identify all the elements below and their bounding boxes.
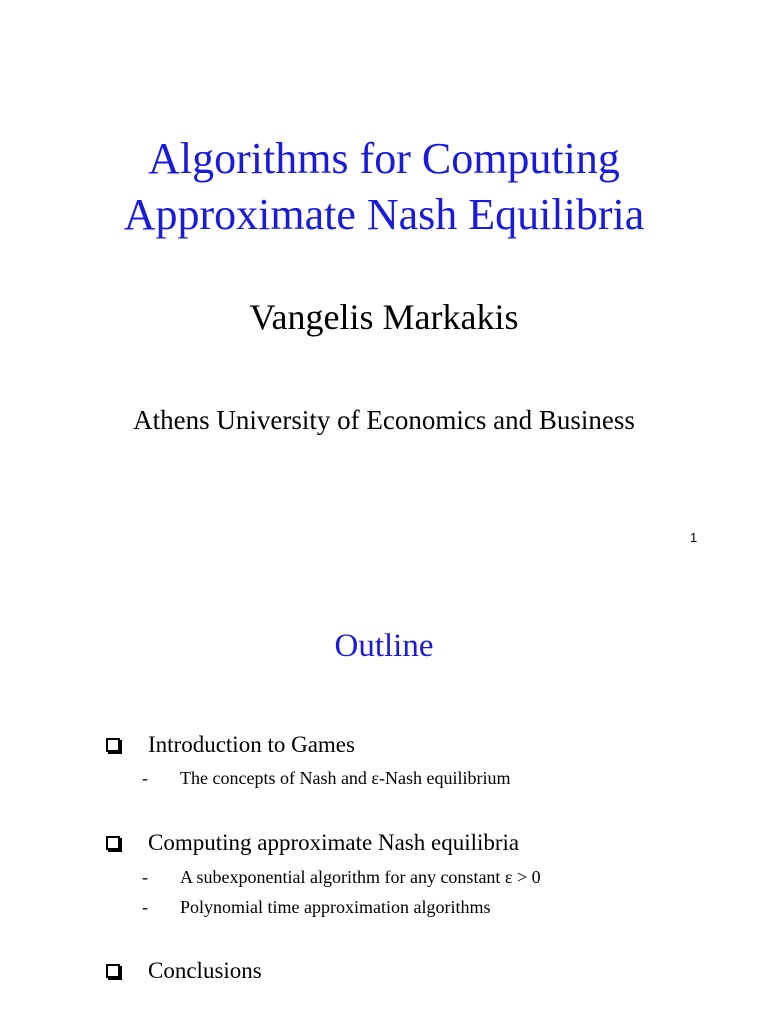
- title-line-1: Algorithms for Computing: [148, 134, 620, 183]
- outline-subitem-label: Polynomial time approximation algorithms: [180, 897, 491, 917]
- outline-item-label: Introduction to Games: [148, 732, 355, 757]
- page-number: 1: [690, 530, 698, 545]
- outline-title: Outline: [334, 628, 434, 664]
- checkbox-icon: [106, 964, 120, 978]
- author-affiliation: Athens University of Economics and Business: [133, 405, 635, 435]
- outline-subitem-label: A subexponential algorithm for any constant ε > 0: [180, 867, 541, 887]
- outline-subitem: [0, 766, 768, 790]
- title-line-2: Approximate Nash Equilibria: [123, 190, 645, 239]
- slide-title: [0, 131, 768, 243]
- dash-marker: -: [142, 768, 148, 788]
- dash-marker: -: [142, 867, 148, 887]
- outline-item-label: Conclusions: [148, 958, 262, 983]
- checkbox-icon: [106, 836, 120, 850]
- outline-subitem-label: The concepts of Nash and ε-Nash equilibrium: [180, 768, 511, 788]
- outline-subitem: [0, 895, 768, 919]
- outline-subitem: [0, 865, 768, 889]
- author-name: Vangelis Markakis: [249, 297, 519, 337]
- outline-slide: [0, 560, 768, 1024]
- dash-marker: -: [142, 897, 148, 917]
- outline-item-label: Computing approximate Nash equilibria: [148, 830, 520, 855]
- checkbox-icon: [106, 738, 120, 752]
